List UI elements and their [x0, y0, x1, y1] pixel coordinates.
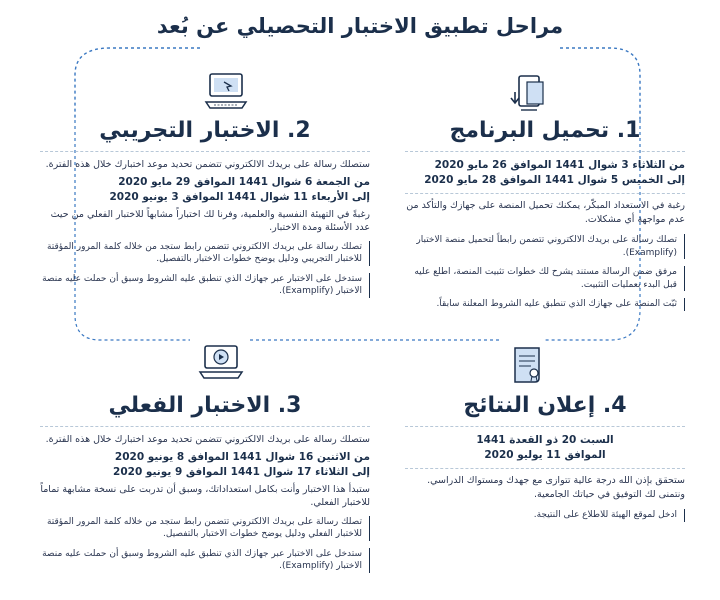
bullet-item: مرفق ضمن الرسالة مستند يشرح لك خطوات تثبيت المنصة، اطلع عليه قبل البدء بعمليات التثبيت. — [405, 266, 685, 291]
section-download — [405, 118, 685, 318]
date-line: إلى الخميس 5 شوال 1441 الموافق 28 مايو 2020 — [424, 174, 685, 186]
section-lead: ستصلك رسالة على بريدك الالكتروني تتضمن تحديد موعد اختبارك خلال هذه الفترة. — [45, 159, 370, 170]
bullet-item: تصلك رسالة على بريدك الالكتروني تتضمن رابط ستجد من خلاله كلمة المرور المؤقتة للاختبار التجريبي ودليل يوضح خطوات الاختبار بالتفصيل. — [40, 241, 370, 266]
bullet-item: تصلك رسالة على بريدك الالكتروني تتضمن رابط ستجد من خلاله كلمة المرور المؤقتة للاختبار الفعلي ودليل يوضح خطوات الاختبار بالتفصيل. — [40, 516, 370, 541]
bullet-item: تصلك رسالة على بريدك الالكتروني تتضمن رابطاً لتحميل منصة الاختبار (Examplify). — [405, 234, 685, 259]
section-title: 1. تحميل البرنامج — [449, 118, 641, 143]
date-line: السبت 20 ذو القعدة 1441 — [476, 434, 614, 446]
page-title: مراحل تطبيق الاختبار التحصيلي عن بُعد — [156, 14, 564, 38]
section-title: 4. إعلان النتائج — [463, 393, 627, 418]
bullet-item: ادخل لموقع الهيئة للاطلاع على النتيجة. — [405, 509, 685, 522]
date-line: من الجمعة 6 شوال 1441 الموافق 29 مايو 2020 — [118, 175, 370, 188]
date-line: إلى الثلاثاء 17 شوال 1441 الموافق 9 يونيو 2020 — [113, 465, 370, 478]
section-lead: ستصلك رسالة على بريدك الالكتروني تتضمن تحديد موعد اختبارك خلال هذه الفترة. — [45, 434, 370, 445]
computer-icon — [202, 68, 250, 114]
section-title: 3. الاختبار الفعلي — [108, 393, 302, 418]
section-intro: ستبدأ هذا الاختبار وأنت بكامل استعداداتك، وسبق أن تدربت على نسخة مشابهة تماماً للاختبار الفعلي. — [40, 483, 370, 508]
date-line: من الاثنين 16 شوال 1441 الموافق 8 يونيو 2020 — [114, 450, 370, 463]
date-line: الموافق 11 يوليو 2020 — [484, 449, 606, 461]
download-icon — [505, 70, 551, 116]
section-results — [405, 393, 685, 529]
scroll-certificate-icon — [505, 340, 549, 386]
section-intro: رغبةً في التهيئة النفسية والعلمية، وفرنا لك اختباراً مشابهاً للاختبار الفعلي من حيث عدد الأسئلة ومدة الاختبار. — [50, 208, 370, 233]
bullet-item: ثبّت المنصة على جهازك الذي تنطبق عليه الشروط المعلنة سابقاً. — [405, 298, 685, 311]
right-connector-line — [560, 48, 640, 120]
date-line: من الثلاثاء 3 شوال 1441 الموافق 26 مايو 2020 — [434, 159, 685, 171]
section-actual-test — [40, 393, 370, 580]
bullet-item: ستدخل على الاختبار عبر جهازك الذي تنطبق عليه الشروط وسبق أن حملت عليه منصة الاختبار (Examplify). — [40, 548, 370, 573]
top-connector-line — [75, 48, 200, 120]
section-intro: ستحقق بإذن الله درجة عالية تتوازى مع جهدك ومستواك الدراسي. ونتمنى لك التوفيق في حياتك الجامعية. — [427, 475, 685, 500]
bullet-item: ستدخل على الاختبار عبر جهازك الذي تنطبق عليه الشروط وسبق أن حملت عليه منصة الاختبار (Examplify). — [40, 273, 370, 298]
section-trial-test — [40, 118, 370, 305]
section-title: 2. الاختبار التجريبي — [99, 118, 311, 143]
section-intro: رغبة في الاستعداد المبكّر، يمكنك تحميل المنصة على جهازك والتأكد من عدم مواجهة أي مشكلات. — [406, 200, 685, 225]
laptop-video-icon — [196, 340, 246, 384]
date-line: إلى الأربعاء 11 شوال 1441 الموافق 3 يونيو 2020 — [109, 190, 370, 203]
